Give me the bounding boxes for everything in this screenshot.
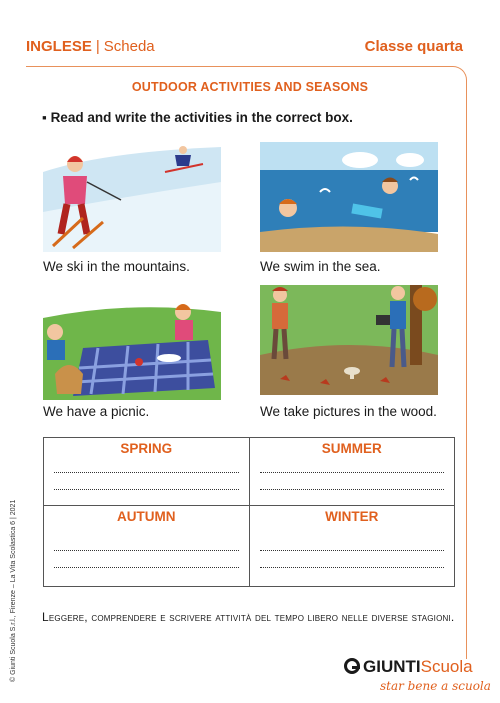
photo-illustration [260, 285, 438, 395]
logo-tagline: star bene a scuola [380, 679, 491, 693]
writing-line[interactable] [260, 473, 445, 490]
writing-line[interactable] [54, 551, 239, 568]
season-box-summer[interactable] [249, 438, 455, 506]
caption-photo: We take pictures in the wood. [260, 404, 437, 419]
swim-illustration [260, 142, 438, 252]
copyright: © Giunti Scuola S.r.l., Firenze – La Vita Scolastica 6 | 2021 [10, 499, 17, 682]
giunti-logo [344, 657, 473, 677]
logo-brand2: Scuola [420, 657, 473, 676]
picnic-illustration [43, 290, 221, 400]
writing-line[interactable] [54, 524, 239, 551]
page-title: OUTDOOR ACTIVITIES AND SEASONS [131, 80, 369, 94]
sheet-label: Scheda [103, 38, 155, 55]
header-subject: INGLESE | Scheda [26, 38, 155, 55]
season-label-winter: WINTER [325, 509, 379, 525]
instruction-bullet: ▪ [42, 110, 47, 125]
instruction [42, 110, 353, 125]
writing-line[interactable] [260, 456, 445, 473]
grade-label: Classe quarta [364, 38, 463, 55]
subject-label: INGLESE [26, 38, 92, 55]
logo-brand: GIUNTI [363, 657, 421, 676]
season-label-autumn: AUTUMN [117, 509, 176, 525]
season-label-summer: SUMMER [321, 441, 382, 456]
caption-picnic: We have a picnic. [43, 404, 150, 419]
season-box-winter[interactable] [249, 506, 455, 587]
caption-swim: We swim in the sea. [260, 259, 381, 274]
ski-illustration [43, 142, 221, 252]
writing-line[interactable] [260, 524, 445, 551]
seasons-table [43, 437, 455, 587]
learning-objective: Leggere, comprendere e scrivere attività del tempo libero nelle diverse stagioni. [42, 610, 455, 624]
giunti-g-icon [344, 658, 360, 674]
season-box-autumn[interactable] [44, 506, 250, 587]
instruction-text: Read and write the activities in the correct box. [50, 110, 353, 125]
season-label-spring: SPRING [120, 441, 173, 456]
season-box-spring[interactable] [44, 438, 250, 506]
writing-line[interactable] [54, 473, 239, 490]
writing-line[interactable] [54, 456, 239, 473]
caption-ski: We ski in the mountains. [43, 259, 190, 274]
writing-line[interactable] [260, 551, 445, 568]
